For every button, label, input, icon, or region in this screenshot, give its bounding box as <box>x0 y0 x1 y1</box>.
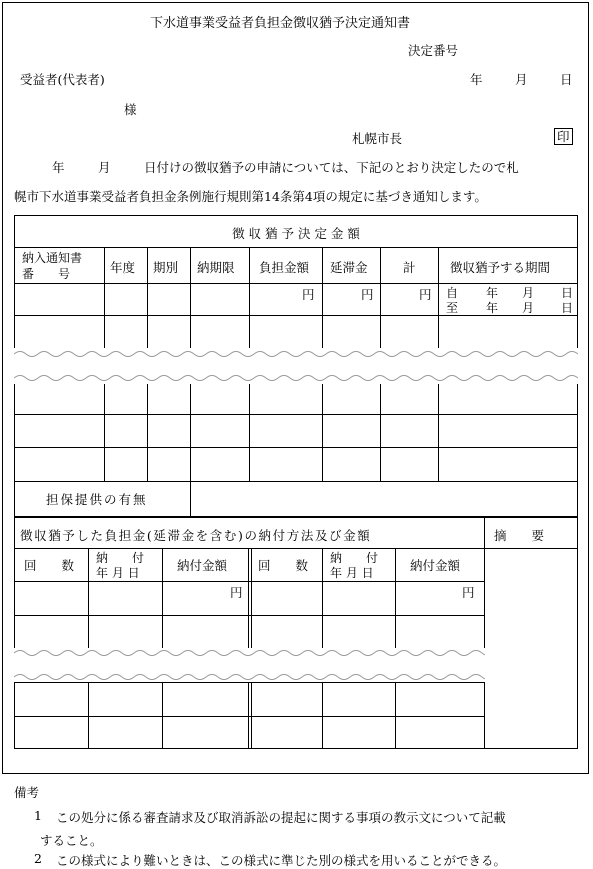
col-late-fee: 延滞金 <box>330 260 368 275</box>
period-to: 至 <box>446 301 459 315</box>
period-from-year: 年 <box>486 286 499 300</box>
date-day-label: 日 <box>560 72 573 87</box>
col-due-date: 納期限 <box>197 260 235 275</box>
yen-unit-total: 円 <box>419 287 432 302</box>
col-paydate-left-2: 年 月 日 <box>96 566 140 580</box>
period-from: 自 <box>446 286 459 300</box>
col-notice-number-2: 番 号 <box>22 267 71 281</box>
col-term: 期別 <box>153 260 179 275</box>
body-line1-text: 日付けの徴収猶予の申請については、下記のとおり決定したので札 <box>144 160 519 175</box>
yen-unit-amount: 円 <box>302 287 315 302</box>
seal-mark: 印 <box>554 128 573 145</box>
honorific-label: 様 <box>124 102 137 117</box>
yen-unit-left: 円 <box>230 585 243 600</box>
period-to-year: 年 <box>486 301 499 315</box>
col-count-right: 回 数 <box>258 558 309 573</box>
col-charge-amount: 負担金額 <box>259 260 310 275</box>
date-month-label: 月 <box>515 72 528 87</box>
remarks-header: 摘 要 <box>494 528 545 543</box>
yen-unit-right: 円 <box>462 585 475 600</box>
collateral-label: 担保提供の有無 <box>46 492 148 507</box>
yen-unit-late: 円 <box>361 287 374 302</box>
table1-title: 徴 収 猶 予 決 定 金 額 <box>232 226 360 241</box>
notes-heading: 備考 <box>14 785 40 800</box>
period-from-month: 月 <box>522 286 535 300</box>
table1-break-wave <box>14 348 578 384</box>
mayor-label: 札幌市長 <box>352 131 403 146</box>
note1-number: 1 <box>34 808 42 823</box>
col-fiscal-year: 年度 <box>110 260 136 275</box>
col-payamount-left: 納付金額 <box>177 558 228 573</box>
col-paydate-right-2: 年 月 日 <box>330 566 374 580</box>
col-count-left: 回 数 <box>24 558 75 573</box>
note1-line1: この処分に係る審査請求及び取消訴訟の提起に関する事項の教示文について記載 <box>56 810 506 825</box>
col-total: 計 <box>403 260 416 275</box>
col-paydate-left-1: 納 付 <box>96 551 145 565</box>
col-notice-number-1: 納入通知書 <box>22 251 83 265</box>
form-title: 下水道事業受益者負担金徴収猶予決定通知書 <box>150 16 411 31</box>
body-line1-month: 月 <box>98 160 111 175</box>
col-deferral-period: 徴収猶予する期間 <box>450 260 551 275</box>
period-to-month: 月 <box>522 301 535 315</box>
table2-break-wave <box>14 648 485 682</box>
table2-title: 徴収猶予した負担金(延滞金を含む)の納付方法及び金額 <box>20 528 372 543</box>
note1-line2: すること。 <box>40 833 103 848</box>
note2-number: 2 <box>34 851 42 866</box>
note2-line1: この様式により難いときは、この様式に準じた別の様式を用いることができる。 <box>56 853 507 868</box>
col-payamount-right: 納付金額 <box>410 558 461 573</box>
body-line1-year: 年 <box>52 160 65 175</box>
col-paydate-right-1: 納 付 <box>330 551 379 565</box>
body-line2-text: 幌市下水道事業受益者負担金条例施行規則第14条第4項の規定に基づき通知します。 <box>14 189 487 204</box>
period-to-day: 日 <box>561 301 574 315</box>
period-from-day: 日 <box>561 286 574 300</box>
date-year-label: 年 <box>470 72 483 87</box>
decision-number-label: 決定番号 <box>408 43 459 58</box>
recipient-label: 受益者(代表者) <box>20 72 105 87</box>
